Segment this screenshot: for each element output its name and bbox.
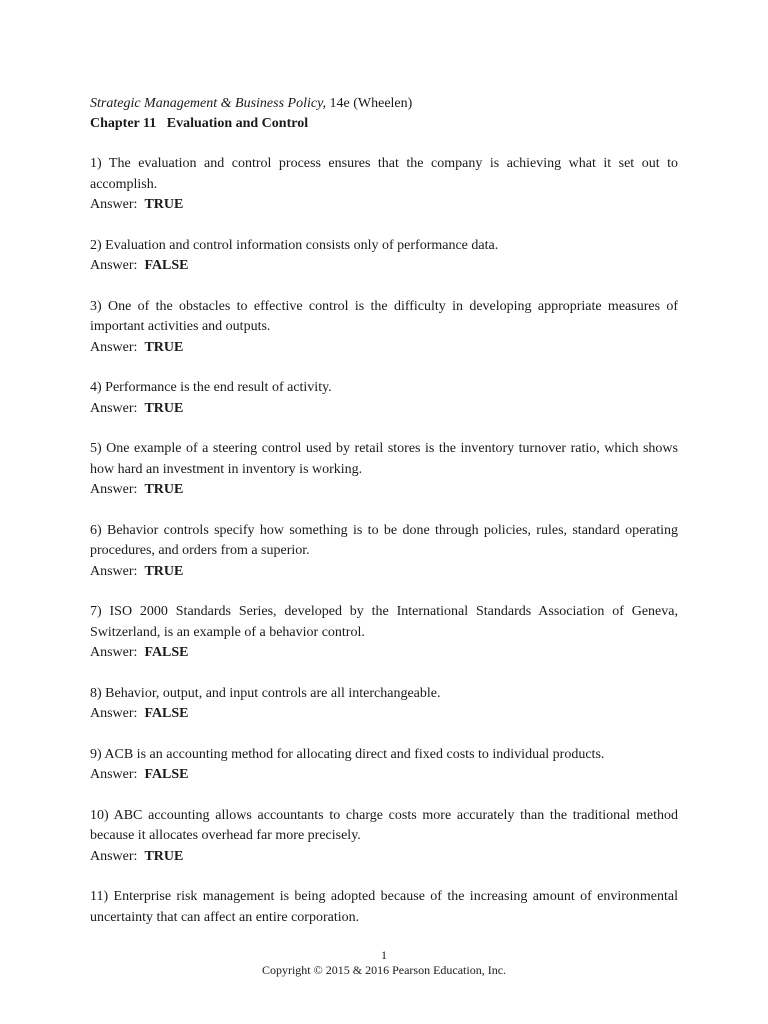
question-text: 9) ACB is an accounting method for allocating direct and fixed costs to individual products. (90, 746, 605, 762)
question-item (90, 521, 678, 583)
question-item (90, 154, 678, 216)
question-item (90, 236, 678, 277)
answer-value: TRUE (144, 197, 184, 212)
answer-line (90, 195, 678, 216)
question-item (90, 684, 678, 725)
book-title-line (90, 94, 678, 114)
answer-value: TRUE (144, 848, 184, 864)
question-item (90, 745, 678, 786)
question-text: 10) ABC accounting allows accountants to charge costs more accurately than the traditional method because it allocates overhead far more precisely. (90, 807, 678, 843)
answer-line (90, 562, 678, 583)
chapter-heading: Chapter 11 Evaluation and Control (90, 116, 309, 131)
question-text: 11) Enterprise risk management is being adopted because of the increasing amount of environmental uncertainty that can affect an entire corporation. (90, 889, 678, 925)
answer-value: FALSE (144, 258, 189, 273)
answer-label: Answer: (90, 563, 145, 579)
question-item (90, 297, 678, 359)
answer-line (90, 338, 678, 359)
question-text: 5) One example of a steering control used by retail stores is the inventory turnover ratio, which shows how hard an investment in inventory is working. (90, 441, 678, 477)
answer-label: Answer: (90, 258, 145, 273)
question-item (90, 602, 678, 664)
question-text: 3) One of the obstacles to effective control is the difficulty in developing appropriate measures of important activities and outputs. (90, 298, 678, 334)
question-text: 6) Behavior controls specify how something is to be done through policies, rules, standard operating procedures, and orders from a superior. (90, 522, 678, 558)
document-page (90, 94, 678, 948)
question-item (90, 378, 678, 419)
copyright-notice: Copyright © 2015 & 2016 Pearson Education, Inc. (261, 963, 507, 977)
answer-value: FALSE (144, 706, 189, 721)
answer-line (90, 256, 678, 277)
answer-line (90, 399, 678, 420)
answer-label: Answer: (90, 339, 145, 355)
answer-line (90, 847, 678, 868)
answer-label: Answer: (90, 400, 145, 416)
question-text: 8) Behavior, output, and input controls are all interchangeable. (90, 685, 441, 701)
answer-label: Answer: (90, 706, 145, 721)
answer-label: Answer: (90, 197, 145, 212)
question-item (90, 439, 678, 501)
answer-label: Answer: (90, 767, 145, 782)
question-item (90, 887, 678, 928)
question-item (90, 806, 678, 868)
question-text: 7) ISO 2000 Standards Series, developed by the International Standards Association of Geneva, Switzerland, is an example of a behavior control. (90, 604, 678, 640)
page-number: 1 (381, 948, 387, 962)
answer-label: Answer: (90, 848, 145, 864)
answer-label: Answer: (90, 645, 145, 660)
answer-value: FALSE (144, 645, 189, 660)
answer-line (90, 643, 678, 664)
answer-value: TRUE (144, 400, 184, 416)
answer-value: TRUE (144, 339, 184, 355)
answer-label: Answer: (90, 482, 145, 497)
answer-value: TRUE (144, 482, 184, 497)
question-text: 4) Performance is the end result of activity. (90, 380, 332, 395)
page-footer (0, 948, 768, 978)
book-edition: 14e (Wheelen) (326, 96, 413, 111)
answer-value: FALSE (144, 767, 189, 782)
answer-line (90, 480, 678, 501)
book-title: Strategic Management & Business Policy, (90, 96, 327, 111)
answer-value: TRUE (144, 563, 184, 579)
question-text: 1) The evaluation and control process ensures that the company is achieving what it set out to accomplish. (90, 156, 678, 192)
answer-line (90, 704, 678, 725)
question-text: 2) Evaluation and control information consists only of performance data. (90, 237, 499, 253)
answer-line (90, 765, 678, 786)
